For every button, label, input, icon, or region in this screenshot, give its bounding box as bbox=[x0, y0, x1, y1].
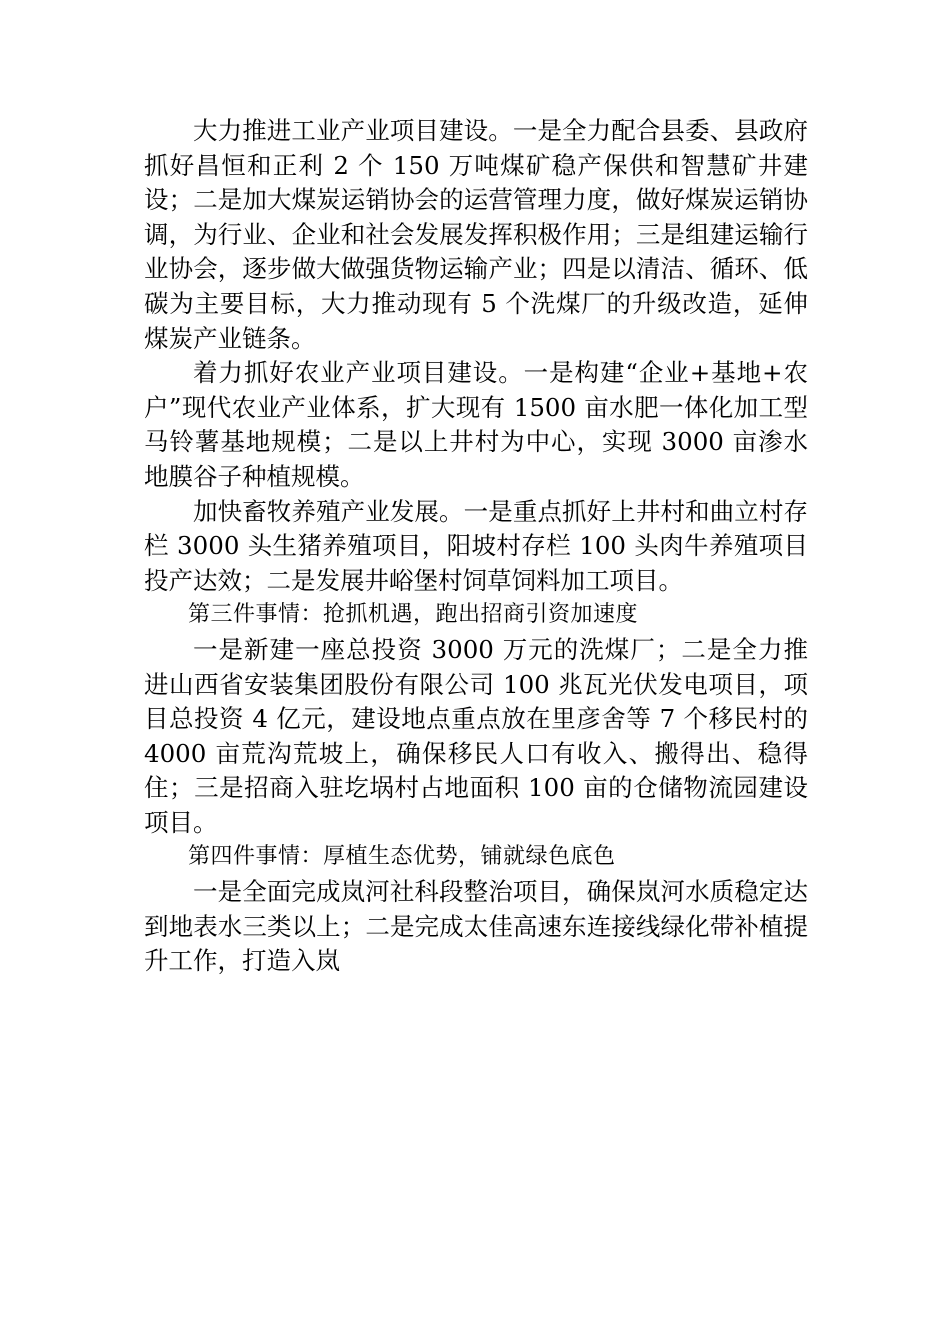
document-body bbox=[144, 114, 808, 979]
section-heading-ecology: 第四件事情：厚植生态优势，铺就绿色底色 bbox=[188, 844, 616, 870]
paragraph-livestock-projects: 加快畜牧养殖产业发展。一是重点抓好上井村和曲立村存栏 3000 头生猪养殖项目，阳坡村存栏 100 头肉牛养殖项目投产达效；二是发展井峪堡村饲草饲料加工项目。 bbox=[144, 496, 808, 595]
paragraph-investment-items: 一是新建一座总投资 3000 万元的洗煤厂；二是全力推进山西省安装集团股份有限公司 100 兆瓦光伏发电项目，项目总投资 4 亿元，建设地点重点放在里彦舍等 7 个移民村的 4000 亩荒沟荒坡上，确保移民人口有收入、搬得出、稳得住；三是招商入驻圪埚村占地面积 100 亩的仓储物流园建设项目。 bbox=[144, 634, 808, 837]
paragraph-agriculture-projects: 着力抓好农业产业项目建设。一是构建“企业+基地+农户”现代农业产业体系，扩大现有 1500 亩水肥一体化加工型马铃薯基地规模；二是以上井村为中心，实现 3000 亩渗水地膜谷子种植规模。 bbox=[144, 358, 808, 491]
paragraph-industry-projects: 大力推进工业产业项目建设。一是全力配合县委、县政府抓好昌恒和正利 2 个 150 万吨煤矿稳产保供和智慧矿井建设；二是加大煤炭运销协会的运营管理力度，做好煤炭运销协调，为行业、企业和社会发展发挥积极作用；三是组建运输行业协会，逐步做大做强货物运输产业；四是以清洁、循环、低碳为主要目标，大力推动现有 5 个洗煤厂的升级改造，延伸煤炭产业链条。 bbox=[144, 116, 808, 353]
paragraph-ecology-items: 一是全面完成岚河社科段整治项目，确保岚河水质稳定达到地表水三类以上；二是完成太佳高速东连接线绿化带补植提升工作，打造入岚 bbox=[144, 877, 808, 976]
section-heading-investment: 第三件事情：抢抓机遇，跑出招商引资加速度 bbox=[188, 602, 639, 628]
